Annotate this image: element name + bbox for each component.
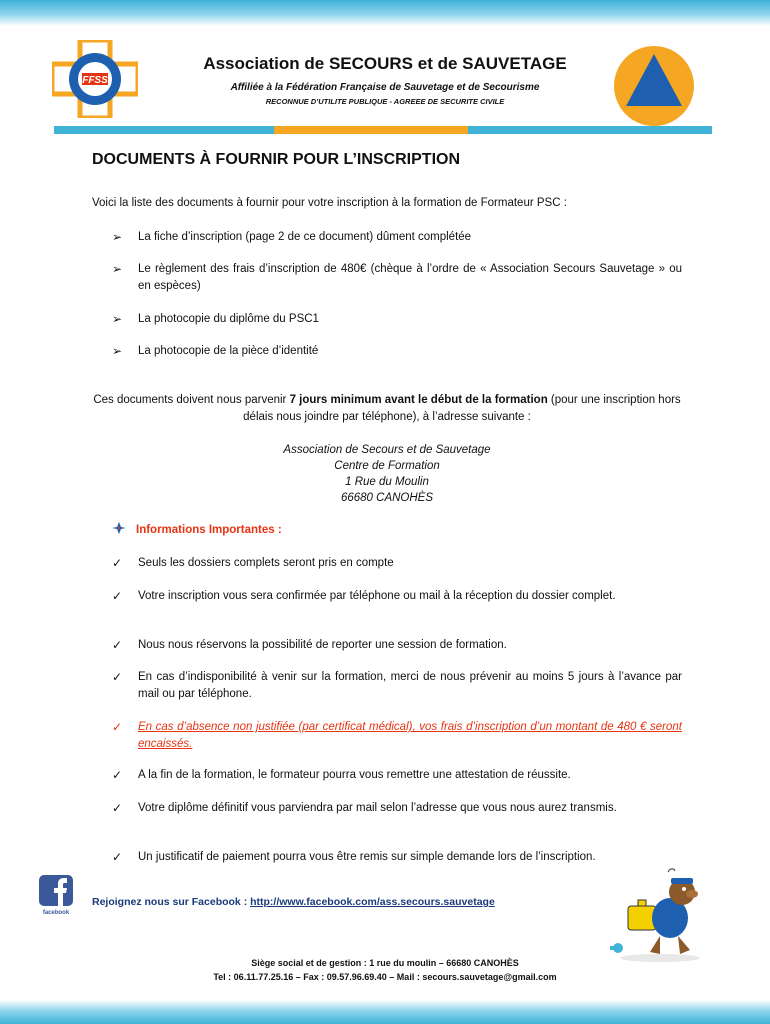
footer-contact: Tel : 06.11.77.25.16 – Fax : 09.57.96.69.40 – Mail : secours.sauvetage@gmail.com <box>213 972 557 982</box>
footer-address: Siège social et de gestion : 1 rue du moulin – 66680 CANOHÈS <box>251 958 519 968</box>
association-title: Association de SECOURS et de SAUVETAGE <box>203 54 567 73</box>
check-icon: ✓ <box>112 801 123 815</box>
check-icon: ✓ <box>112 850 123 864</box>
list-item: ✓ Nous nous réservons la possibilité de reporter une session de formation. <box>112 638 507 652</box>
intro-text: Voici la liste des documents à fournir pour votre inscription à la formation de Formateur PSC : <box>92 197 567 209</box>
ffss-logo-icon <box>52 40 138 118</box>
list-item: ➢ La fiche d’inscription (page 2 de ce document) dûment complétée <box>112 230 472 244</box>
list-item: ✓ A la fin de la formation, le formateur pourra vous remettre une attestation de réussite. <box>112 768 571 782</box>
mascot-illustration-icon <box>598 866 716 964</box>
header-rule-right <box>468 126 712 134</box>
check-icon: ✓ <box>112 638 123 652</box>
civil-security-logo-icon <box>612 44 696 128</box>
check-icon: ✓ <box>112 768 123 782</box>
deadline-paragraph: Ces documents doivent nous parvenir 7 jours minimum avant le début de la formation (pour une inscription hors délais nous joindre par téléphone), à l’adresse suivante : <box>93 394 681 423</box>
list-item-warning: ✓ En cas d’absence non justifiée (par certificat médical), vos frais d’inscription d’un montant de 480 € seront encaissés. <box>112 720 682 750</box>
list-item: ✓ Seuls les dossiers complets seront pris en compte <box>112 556 394 570</box>
postal-address: Association de Secours et de Sauvetage Centre de Formation 1 Rue du Moulin 66680 CANOHÈS <box>283 444 491 504</box>
recognition-subtitle: RECONNUE D’UTILITE PUBLIQUE - AGREEE DE SECURITE CIVILE <box>265 97 505 106</box>
check-icon: ✓ <box>112 670 123 684</box>
four-point-bullet-icon <box>112 522 126 534</box>
header-rule-middle <box>274 126 468 134</box>
arrow-bullet-icon: ➢ <box>112 262 123 276</box>
header-rule-left <box>54 126 274 134</box>
document-title: DOCUMENTS À FOURNIR POUR L’INSCRIPTION <box>92 151 461 168</box>
facebook-link[interactable]: http://www.facebook.com/ass.secours.sauvetage <box>250 896 495 908</box>
arrow-bullet-icon: ➢ <box>112 230 123 244</box>
list-item: ✓ En cas d’indisponibilité à venir sur la formation, merci de nous prévenir au moins 5 jours à l’avance par mail ou par téléphone. <box>112 670 682 700</box>
check-icon: ✓ <box>112 720 123 734</box>
list-item: ✓ Un justificatif de paiement pourra vous être remis sur simple demande lors de l’inscription. <box>112 850 596 864</box>
facebook-icon[interactable] <box>38 874 74 916</box>
arrow-bullet-icon: ➢ <box>112 312 123 326</box>
check-icon: ✓ <box>112 556 123 570</box>
list-item: ➢ Le règlement des frais d’inscription de 480€ (chèque à l’ordre de « Association Secours Sauvetage » ou en espèces) <box>112 262 682 292</box>
check-icon: ✓ <box>112 589 123 603</box>
bottom-decorative-band <box>0 1000 770 1024</box>
top-decorative-band <box>0 0 770 26</box>
important-info-heading: Informations Importantes : <box>112 522 282 536</box>
deadline-emphasis: 7 jours minimum avant le début de la formation <box>289 394 548 406</box>
svg-text:FFSS: FFSS <box>82 75 108 86</box>
affiliation-subtitle: Affiliée à la Fédération Française de Sauvetage et de Secourisme <box>230 82 540 93</box>
list-item: ➢ La photocopie de la pièce d’identité <box>112 344 319 358</box>
list-item: ➢ La photocopie du diplôme du PSC1 <box>112 312 319 326</box>
svg-text:facebook: facebook <box>42 910 70 916</box>
facebook-line: Rejoignez nous sur Facebook : http://www.facebook.com/ass.secours.sauvetage <box>92 896 495 908</box>
list-item: ✓ Votre diplôme définitif vous parviendra par mail selon l’adresse que vous nous aurez transmis. <box>112 801 617 815</box>
arrow-bullet-icon: ➢ <box>112 344 123 358</box>
list-item: ✓ Votre inscription vous sera confirmée par téléphone ou mail à la réception du dossier complet. <box>112 589 616 603</box>
